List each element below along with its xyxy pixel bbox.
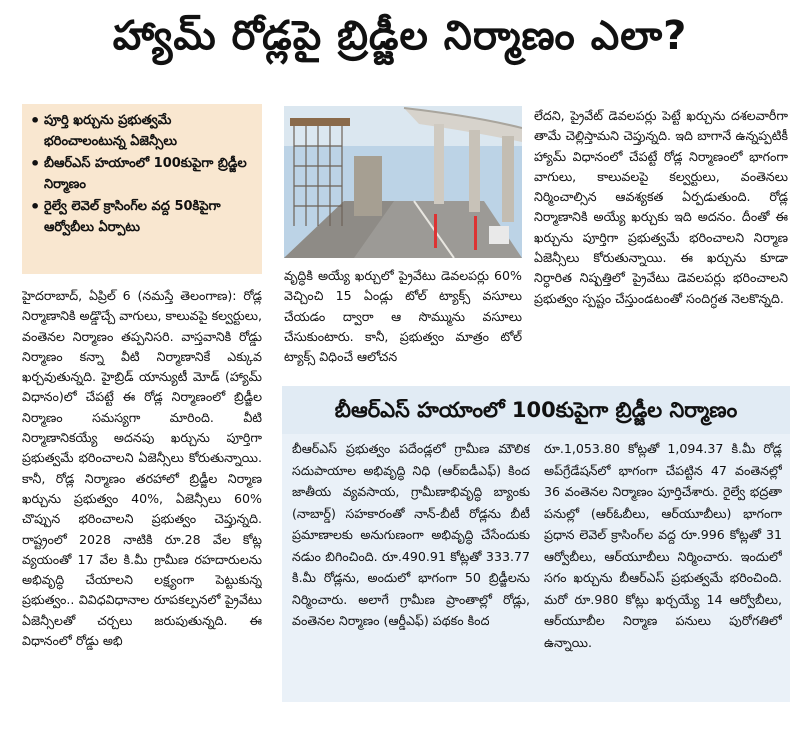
highlight-text: బీఆర్ఎస్ హయాంలో 100కుపైగా బ్రిడ్జీల నిర్మాణం xyxy=(44,156,247,192)
left-column xyxy=(22,286,262,742)
bullet-icon: • xyxy=(30,197,41,216)
middle-column xyxy=(284,266,522,378)
highlight-text: రైల్వే లెవెల్ క్రాసింగ్‌ల వద్ద 50కిపైగా ఆర్వోబీలు ఏర్పాటు xyxy=(44,199,221,235)
left-column-text: హైదరాబాద్, ఏప్రిల్ 6 (నమస్తే తెలంగాణ): రోడ్ల నిర్మాణానికి అడ్డొచ్చే వాగులు, కాలువపై కల్వర్టులు, వంతెనల నిర్మాణం తప్పనిసరి. వాస్తవానికి రోడ్డు నిర్మాణం కన్నా వీటి నిర్మాణానికే ఎక్కువ ఖర్చవుతున్నది. హైబ్రిడ్ యాన్యుటీ మోడ్ (హ్యామ్ విధానం)లో చేపట్టే ఈ రోడ్ల నిర్మాణంలో బ్రిడ్జీల నిర్మాణం సమస్యగా మారింది. వీటి నిర్మాణానికయ్యే అదనపు ఖర్చును పూర్తిగా ప్రభుత్వమే భరించాలని ఏజెన్సీలు కోరుతున్నాయి. కానీ, రోడ్ల నిర్మాణం తరహాలో బ్రిడ్జీల నిర్మాణ ఖర్చును ప్రభుత్వం 40%, ఏజెన్సీలు 60% చొప్పున భరించాలని ప్రభుత్వం చెప్తున్నది. రాష్ట్రంలో 2028 నాటికి రూ.28 వేల కోట్ల వ్యయంతో 17 వేల కి.మీ గ్రామీణ రహదారులను అభివృద్ధి చేయాలని లక్ష్యంగా పెట్టుకున్న ప్రభుత్వం.. వివిధవిధానాల రూపకల్పనలో ప్రైవేటు ఏజెన్సీలతో చర్చలు జరుపుతున్నది. ఈ విధానంలో రోడ్డు అభి xyxy=(22,288,262,649)
right-column-text: లేదని, ప్రైవేట్ డెవలపర్లు పెట్టే ఖర్చును దశలవారీగా తామే చెల్లిస్తామని చెప్తున్నది. ఇది బాగానే ఉన్నప్పటికీ హ్యామ్ విధానంలో చేపట్టే రోడ్ల నిర్మాణంలో భాగంగా వాగులు, కాలువలపై కల్వర్టులు, వంతెనలు నిర్మించాల్సిన ఆవశ్యకత ఏర్పడుతుంది. రోడ్ల నిర్మాణానికి అయ్యే ఖర్చుకు ఇది అదనం. దీంతో ఈ ఖర్చును పూర్తిగా ప్రభుత్వమే భరించాలని నిర్మాణ ఏజెన్సీలు కోరుతున్నాయి. ఈ ఖర్చును కూడా నిర్ధారిత నిష్పత్తిలో ప్రైవేటు డెవలపర్లు భరించాలని ప్రభుత్వం స్పష్టం చేస్తుండటంతో సందిగ్ధత నెలకొన్నది. xyxy=(534,108,788,306)
subsection-box xyxy=(282,386,790,702)
highlight-item xyxy=(30,196,254,238)
highlight-text: పూర్తి ఖర్చును ప్రభుత్వమే భరించాలంటున్న ఏజెన్సీలు xyxy=(44,113,178,149)
bridge-photo xyxy=(284,106,522,258)
highlight-item xyxy=(30,110,254,152)
subheading: బీఆర్ఎస్ హయాంలో 100కుపైగా బ్రిడ్జీల నిర్మాణం xyxy=(282,386,790,434)
highlights-box xyxy=(22,104,262,274)
subsection-left-text: బీఆర్ఎస్ ప్రభుత్వం పదేండ్లలో గ్రామీణ మౌలిక సదుపాయాల అభివృద్ధి నిధి (ఆర్ఐడీఎఫ్) కింద జాతీయ వ్యవసాయ, గ్రామీణాభివృద్ధి బ్యాంకు (నాబార్డ్) సహకారంతో నాన్-బీటీ రోడ్లను బీటీ ప్రమాణాలకు అనుగుణంగా అభివృద్ధి చేసేందుకు నడుం బిగించింది. రూ.490.91 కోట్లతో 333.77 కి.మీ రోడ్లను, అందులో భాగంగా 50 బ్రిడ్జీలను నిర్మించారు. అలాగే గ్రామీణ ప్రాంతాల్లో రోడ్లు, వంతెనల నిర్మాణం (ఆర్డీఎఫ్) పథకం కింద xyxy=(292,441,530,628)
right-column xyxy=(534,106,788,378)
middle-column-text: వృద్ధికి అయ్యే ఖర్చులో ప్రైవేటు డెవలపర్లు 60% వెచ్చించి 15 ఏండ్లు టోల్ ట్యాక్స్ వసూలు చేయడం ద్వారా ఆ సొమ్మును వసూలు చేసుకుంటారు. కానీ, ప్రభుత్వం మాత్రం టోల్ ట్యాక్స్ విధించే ఆలోచన xyxy=(284,268,522,365)
bullet-icon: • xyxy=(30,154,41,173)
subsection-right-column xyxy=(544,438,782,700)
highlight-item xyxy=(30,153,254,195)
bullet-icon: • xyxy=(30,111,41,130)
subsection-left-column xyxy=(292,438,530,700)
headline: హ్యామ్ రోడ్లపై బ్రిడ్జీల నిర్మాణం ఎలా? xyxy=(112,13,688,59)
subsection-right-text: రూ.1,053.80 కోట్లతో 1,094.37 కి.మీ రోడ్ల అప్‌గ్రేడేషన్‌లో భాగంగా చేపట్టిన 47 వంతెనల్లో 36 వంతెనల నిర్మాణం పూర్తిచేశారు. రైల్వే భద్రతా పనుల్లో (ఆర్ఓబీలు, ఆర్‌యూబీలు) భాగంగా ప్రధాన లెవెల్ క్రాసింగ్‌ల వద్ద రూ.996 కోట్లతో 31 ఆర్వోబీలు, ఆర్‌యూబీలు నిర్మించారు. ఇందులో సగం ఖర్చును బీఆర్ఎస్ ప్రభుత్వమే భరించింది. మరో రూ.980 కోట్లు ఖర్చయ్యే 14 ఆర్వోబీలు, ఆర్‌యూబీల నిర్మాణ పనులు పురోగతిలో ఉన్నాయి. xyxy=(544,441,782,650)
